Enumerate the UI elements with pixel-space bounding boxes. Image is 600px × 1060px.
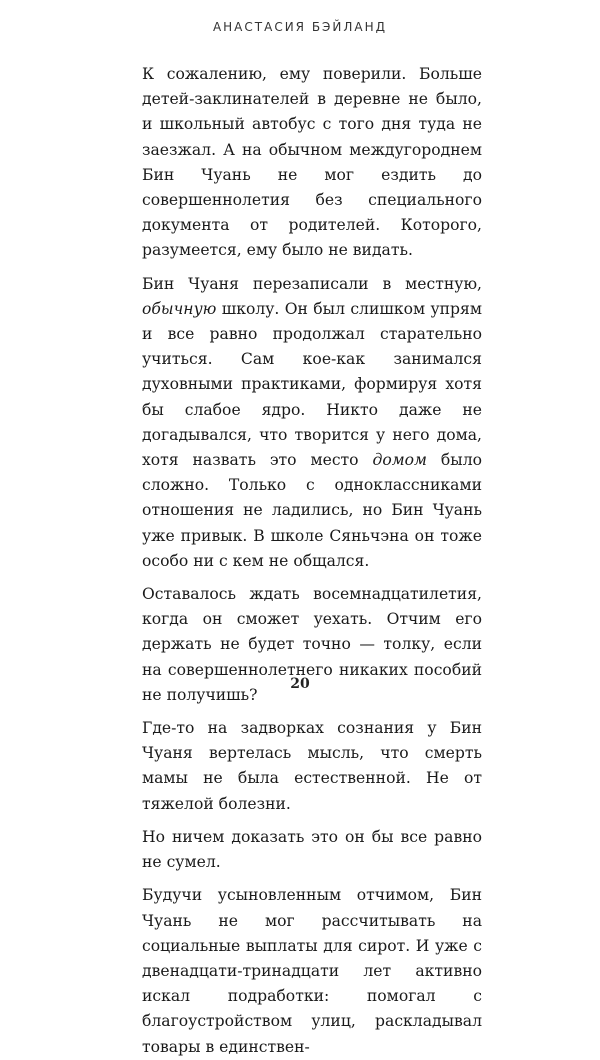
page-number: 20 xyxy=(290,676,310,692)
text-segment: было сложно. Только с одноклассниками отношения не ладились, но Бин Чуань уже привык. В школе Сяньчэна он тоже особо ни с кем не общался. xyxy=(142,451,482,570)
paragraph xyxy=(142,62,482,264)
text-segment: Будучи усыновленным отчимом, Бин Чуань не мог рассчитывать на социальные выплаты для сирот. И уже с двенадцати-тринадцати лет активно искал подработки: помогал с благоустройством улиц, раскладывал товары в единствен- xyxy=(142,886,482,1056)
running-head: АНАСТАСИЯ БЭЙЛАНД xyxy=(212,20,388,34)
text-segment: Оставалось ждать восемнадцатилетия, когда он сможет уехать. Отчим его держать не будет точно — толку, если на совершеннолетнего никаких пособий не получишь? xyxy=(142,585,482,704)
emphasis-text: домом xyxy=(372,451,427,470)
emphasis-text: обычную xyxy=(142,299,217,318)
text-segment: К сожалению, ему поверили. Больше детей-заклинателей в деревне не было, и школьный автобус с того дня туда не заезжал. А на обычном междугороднем Бин Чуань не мог ездить до совершеннолетия без специального документа от родителей. Которого, разумеется, ему было не видать. xyxy=(142,65,482,260)
paragraph xyxy=(142,716,482,817)
paragraph xyxy=(142,272,482,574)
text-segment: школу. Он был слишком упрям и все равно продолжал старательно учиться. Сам кое-как занимался духовными практиками, формируя хотя бы слабое ядро. Никто даже не догадывался, что творится у него дома, хотя назвать это место xyxy=(142,299,482,470)
paragraph xyxy=(142,883,482,1059)
text-segment: Бин Чуаня перезаписали в местную, xyxy=(142,274,482,293)
text-segment: Но ничем доказать это он бы все равно не сумел. xyxy=(142,827,482,872)
paragraph xyxy=(142,825,482,875)
text-segment: Где-то на задворках сознания у Бин Чуаня вертелась мысль, что смерть мамы не была естественной. Не от тяжелой болезни. xyxy=(142,719,482,813)
body-text xyxy=(142,62,482,1060)
